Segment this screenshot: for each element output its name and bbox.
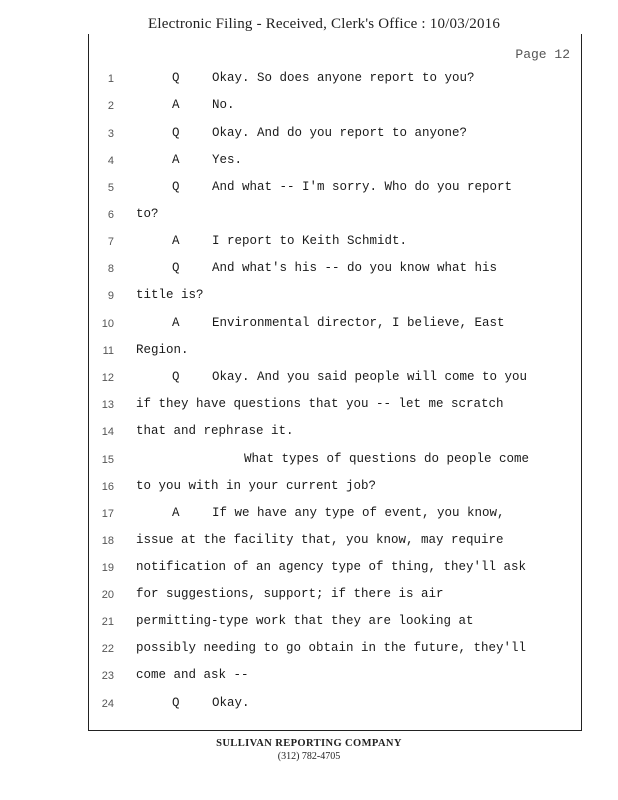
- line-number: 2: [107, 100, 114, 112]
- line-text: Okay. And you said people will come to you: [212, 370, 528, 384]
- speaker-label: A: [172, 316, 180, 330]
- line-text: No.: [212, 98, 235, 112]
- line-text: Okay. And do you report to anyone?: [212, 126, 468, 140]
- line-text: notification of an agency type of thing, they'll ask: [136, 560, 527, 574]
- transcript-line: [0, 98, 618, 125]
- transcript-line: [0, 343, 618, 370]
- line-text: Region.: [136, 343, 189, 357]
- transcript-line: [0, 641, 618, 668]
- line-number: 21: [101, 616, 114, 628]
- transcript-line: [0, 261, 618, 288]
- line-text: Yes.: [212, 153, 243, 167]
- transcript-line: [0, 370, 618, 397]
- transcript-line: [0, 207, 618, 234]
- line-number: 20: [101, 589, 114, 601]
- transcript-line: [0, 479, 618, 506]
- transcript-line: [0, 587, 618, 614]
- transcript-line: [0, 71, 618, 98]
- line-text: If we have any type of event, you know,: [212, 506, 505, 520]
- speaker-label: Q: [172, 696, 180, 710]
- line-number: 19: [101, 562, 114, 574]
- speaker-label: Q: [172, 180, 180, 194]
- line-text: possibly needing to go obtain in the future, they'll: [136, 641, 527, 655]
- line-text: Okay. So does anyone report to you?: [212, 71, 475, 85]
- speaker-label: Q: [172, 71, 180, 85]
- line-text: that and rephrase it.: [136, 424, 294, 438]
- line-number: 22: [101, 643, 114, 655]
- transcript-line: [0, 506, 618, 533]
- speaker-label: A: [172, 234, 180, 248]
- speaker-label: Q: [172, 126, 180, 140]
- speaker-label: Q: [172, 370, 180, 384]
- speaker-label: A: [172, 98, 180, 112]
- line-number: 8: [107, 263, 114, 275]
- line-number: 24: [101, 698, 114, 710]
- line-text: I report to Keith Schmidt.: [212, 234, 408, 248]
- line-number: 5: [107, 182, 114, 194]
- reporting-company: SULLIVAN REPORTING COMPANY: [216, 738, 402, 749]
- line-text: And what -- I'm sorry. Who do you report: [212, 180, 513, 194]
- line-number: 13: [101, 399, 114, 411]
- line-text: title is?: [136, 288, 204, 302]
- line-number: 15: [101, 454, 114, 466]
- transcript-line: [0, 614, 618, 641]
- line-text: What types of questions do people come: [244, 452, 530, 466]
- line-text: come and ask --: [136, 668, 249, 682]
- line-text: to?: [136, 207, 159, 221]
- transcript-line: [0, 126, 618, 153]
- line-text: And what's his -- do you know what his: [212, 261, 498, 275]
- line-text: permitting-type work that they are looking at: [136, 614, 474, 628]
- line-number: 7: [107, 236, 114, 248]
- line-text: issue at the facility that, you know, may require: [136, 533, 504, 547]
- line-number: 9: [107, 290, 114, 302]
- line-number: 3: [107, 128, 114, 140]
- speaker-label: Q: [172, 261, 180, 275]
- line-number: 18: [101, 535, 114, 547]
- transcript-line: [0, 153, 618, 180]
- line-number: 16: [101, 481, 114, 493]
- line-number: 1: [107, 73, 114, 85]
- line-number: 23: [101, 670, 114, 682]
- transcript-line: [0, 180, 618, 207]
- page-number: Page 12: [515, 47, 570, 62]
- transcript-line: [0, 424, 618, 451]
- line-text: for suggestions, support; if there is air: [136, 587, 444, 601]
- line-number: 4: [107, 155, 114, 167]
- line-text: to you with in your current job?: [136, 479, 377, 493]
- speaker-label: A: [172, 506, 180, 520]
- transcript-line: [0, 234, 618, 261]
- transcript-line: [0, 452, 618, 479]
- line-number: 6: [107, 209, 114, 221]
- filing-stamp: Electronic Filing - Received, Clerk's Office : 10/03/2016: [148, 16, 501, 32]
- company-phone: (312) 782-4705: [277, 751, 341, 762]
- line-number: 12: [101, 372, 114, 384]
- line-number: 14: [101, 426, 114, 438]
- line-number: 17: [101, 508, 114, 520]
- transcript-line: [0, 696, 618, 723]
- transcript-line: [0, 316, 618, 343]
- transcript-line: [0, 397, 618, 424]
- transcript-line: [0, 288, 618, 315]
- line-text: Environmental director, I believe, East: [212, 316, 505, 330]
- transcript-line: [0, 533, 618, 560]
- transcript-line: [0, 560, 618, 587]
- speaker-label: A: [172, 153, 180, 167]
- transcript-line: [0, 668, 618, 695]
- line-text: if they have questions that you -- let me scratch: [136, 397, 504, 411]
- line-number: 10: [101, 318, 114, 330]
- line-text: Okay.: [212, 696, 250, 710]
- line-number: 11: [102, 345, 114, 357]
